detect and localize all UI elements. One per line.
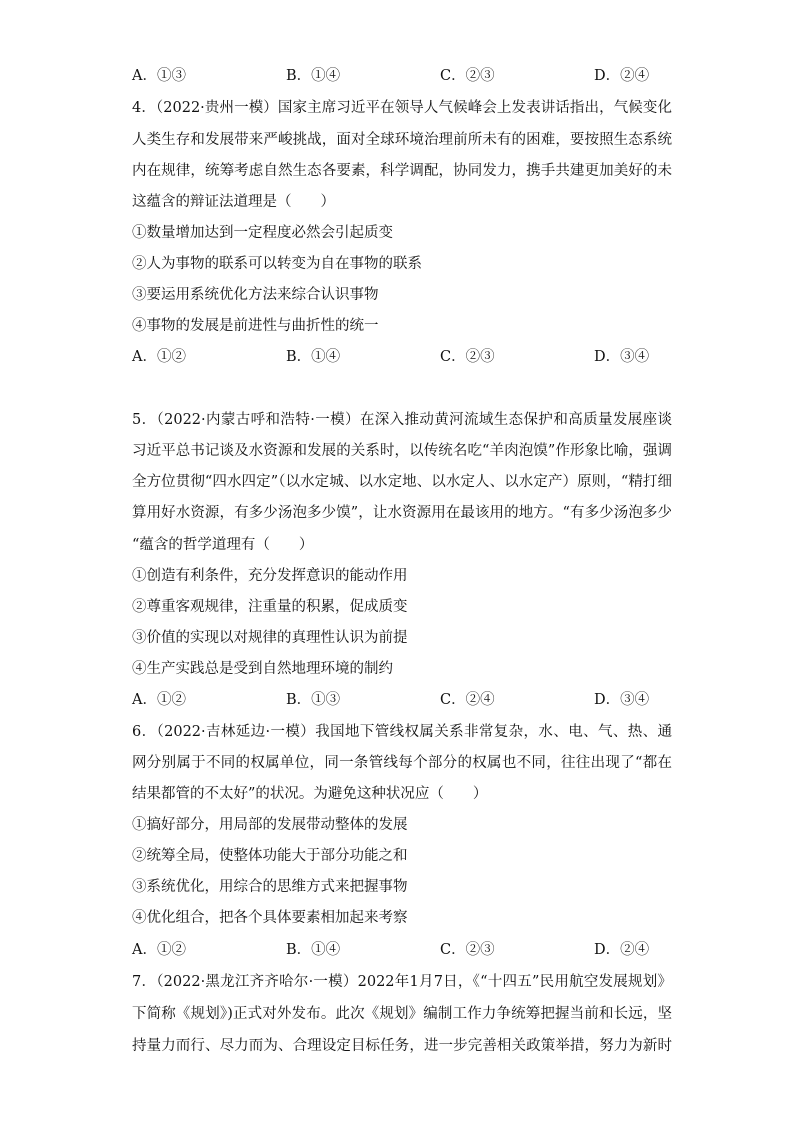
q4-option-a[interactable]: A．①② bbox=[132, 349, 186, 365]
q6-statement-1: ①搞好部分，用局部的发展带动整体的发展 bbox=[132, 817, 408, 833]
q5-stem-line: 全方位贯彻“四水四定”（以水定城、以水定地、以水定人、以水定产）原则，“精打细 bbox=[132, 474, 672, 490]
q4-option-d[interactable]: D．③④ bbox=[594, 349, 650, 365]
q4-stem-line: 这蕴含的辩证法道理是（ ） bbox=[132, 194, 335, 210]
q5-statement-2: ②尊重客观规律，注重量的积累，促成质变 bbox=[132, 599, 408, 615]
q6-statement-3: ③系统优化，用综合的思维方式来把握事物 bbox=[132, 879, 408, 895]
q3-option-b[interactable]: B．①④ bbox=[286, 68, 341, 84]
q5-stem-line: “蕴含的哲学道理有（ ） bbox=[132, 537, 314, 553]
q6-stem-line: 6．（2022·吉林延边·一模）我国地下管线权属关系非常复杂，水、电、气、热、通 bbox=[132, 724, 672, 740]
q5-options bbox=[132, 690, 672, 710]
q6-stem-line: 结果都管的不太好”的状况。为避免这种状况应（ ） bbox=[132, 786, 488, 802]
q6-stem-line: 网分别属于不同的权属单位，同一条管线每个部分的权属也不同，往往出现了“都在 bbox=[132, 755, 672, 771]
q5-stem-line: 习近平总书记谈及水资源和发展的关系时，以传统名吃“羊肉泡馍”作形象比喻，强调 bbox=[132, 443, 672, 459]
q4-statement-4: ④事物的发展是前进性与曲折性的统一 bbox=[132, 318, 379, 334]
q3-options bbox=[132, 66, 672, 86]
q4-option-c[interactable]: C．②③ bbox=[440, 349, 495, 365]
q5-stem-line: 算用好水资源，有多少汤泡多少馍”，让水资源用在最该用的地方。“有多少汤泡多少 bbox=[132, 505, 672, 521]
q3-option-d[interactable]: D．②④ bbox=[594, 68, 650, 84]
q5-statement-4: ④生产实践总是受到自然地理环境的制约 bbox=[132, 661, 393, 677]
q5-statement-3: ③价值的实现以对规律的真理性认识为前提 bbox=[132, 630, 408, 646]
q4-statement-2: ②人为事物的联系可以转变为自在事物的联系 bbox=[132, 256, 422, 272]
q7-stem-line: 7．（2022·黑龙江齐齐哈尔·一模）2022年1月7日，《“十四五”民用航空发展规划》 bbox=[132, 974, 672, 990]
q3-option-c[interactable]: C．②③ bbox=[440, 68, 495, 84]
q4-options bbox=[132, 347, 672, 367]
q5-option-d[interactable]: D．③④ bbox=[594, 692, 650, 708]
q4-stem-line: 4．（2022·贵州一模）国家主席习近平在领导人气候峰会上发表讲话指出，气候变化 bbox=[132, 100, 672, 116]
q5-option-c[interactable]: C．②④ bbox=[440, 692, 495, 708]
q7-stem-line: 下简称《规划》)正式对外发布。此次《规划》编制工作力争统筹把握当前和长远，坚 bbox=[132, 1006, 672, 1022]
q6-option-c[interactable]: C．②③ bbox=[440, 942, 495, 958]
q6-option-b[interactable]: B．①④ bbox=[286, 942, 341, 958]
q7-stem-line: 持量力而行、尽力而为、合理设定目标任务，进一步完善相关政策举措，努力为新时 bbox=[132, 1038, 672, 1054]
q4-stem-line: 内在规律，统筹考虑自然生态各要素，科学调配，协同发力，携手共建更加美好的未 bbox=[132, 163, 672, 179]
q4-statement-1: ①数量增加达到一定程度必然会引起质变 bbox=[132, 225, 393, 241]
q5-stem-line: 5．（2022·内蒙古呼和浩特·一模）在深入推动黄河流域生态保护和高质量发展座谈 bbox=[132, 412, 672, 428]
q4-stem-line: 人类生存和发展带来严峻挑战，面对全球环境治理前所未有的困难，要按照生态系统 bbox=[132, 132, 672, 148]
q5-option-b[interactable]: B．①③ bbox=[286, 692, 341, 708]
q4-option-b[interactable]: B．①④ bbox=[286, 349, 341, 365]
q6-options bbox=[132, 940, 672, 960]
q5-statement-1: ①创造有利条件，充分发挥意识的能动作用 bbox=[132, 568, 408, 584]
q3-option-a[interactable]: A．①③ bbox=[132, 68, 186, 84]
q5-option-a[interactable]: A．①② bbox=[132, 692, 186, 708]
q6-option-d[interactable]: D．②④ bbox=[594, 942, 650, 958]
q4-statement-3: ③要运用系统优化方法来综合认识事物 bbox=[132, 287, 379, 303]
q6-statement-2: ②统筹全局，使整体功能大于部分功能之和 bbox=[132, 848, 408, 864]
q6-statement-4: ④优化组合，把各个具体要素相加起来考察 bbox=[132, 910, 408, 926]
q6-option-a[interactable]: A．①② bbox=[132, 942, 186, 958]
